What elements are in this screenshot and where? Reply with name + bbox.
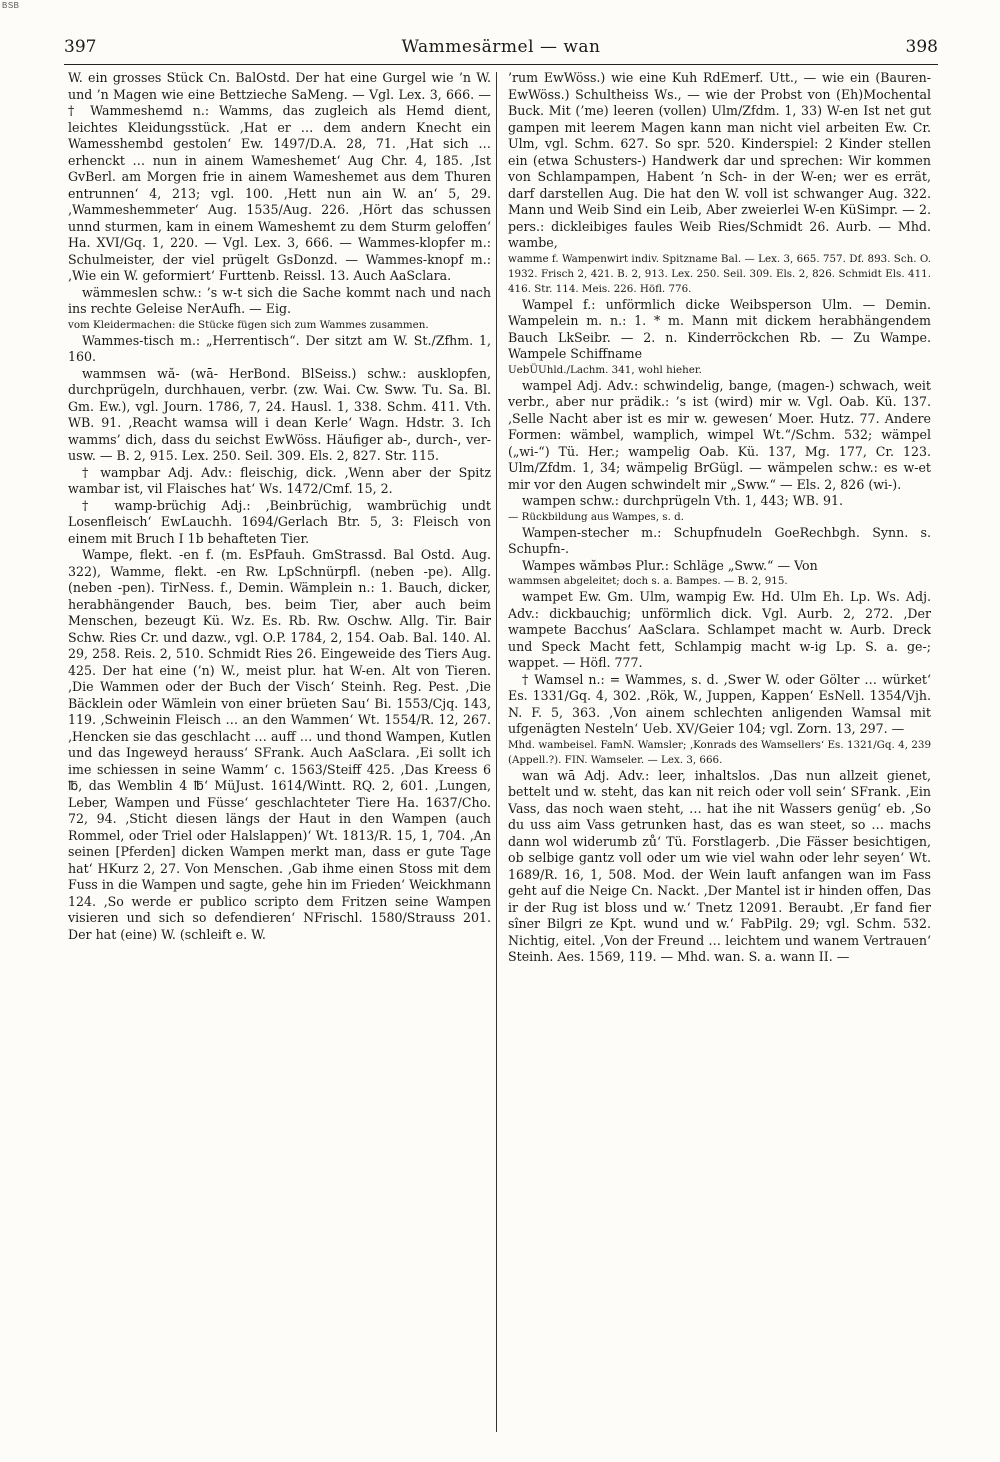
etymology-note: Mhd. wambeisel. FamN. Wamsler; ‚Konrads des Wamsellers‘ Es. 1321/Gq. 4, 239 (Appell.?). FIN. Wamseler. — Lex. 3, 666.	[508, 738, 931, 766]
dictionary-entry: wan wā Adj. Adv.: leer, inhaltslos. ‚Das nun allzeit gienet, bettelt und w. steht, das kan nit reich oder voll sein‘ SFrank. ‚Ein Vass, das noch waen steht, … hat ihe nit Wassers genüg‘ eb. ‚So du uss aim Vass getrunken hast, das es wan steet, so … machs dann wol widerumb zů‘ Tü. Forstlagerb. ‚Die Fässer besichtigen, ob selbige gantz voll oder um wie viel wahn oder lehr seyen‘ Wt. 1689/R. 16, 1, 508. Mod. der Wein lauft anfangen wan im Fass geht auf die Neige Cn. Nackt. ‚Der Mantel ist ir hinden offen, Das ir der Rug ist bloss und w.‘ Tnetz 12091. Beraubt. ‚Er fand fier sîner Bilgri ze Kpt. wund und w.‘ FabPilg. 29; vgl. Schm. 532. Nichtig, eitel. ‚Von der Freund … leichtem und wanem Vertrauen‘ Steinh. Aes. 1569, 119. — Mhd. wan. S. a. wann II. —	[508, 767, 931, 964]
dictionary-entry: Wampel f.: unförmlich dicke Weibsperson Ulm. — Demin. Wampelein m. n.: 1. * m. Mann mit dickem herabhängendem Bauch LkSeibr. — 2. n. Kinderröckchen Rb. — Zu Wampe. Wampele Schiffname	[508, 296, 931, 361]
entry-continuation: W. ein grosses Stück Cn. BalOstd. Der hat eine Gurgel wie ’n W. und ’n Magen wie eine Bettzieche SaMeng. — Vgl. Lex. 3, 666. — † Wammeshemd n.: Wamms, das zugleich als Hemd dient, leichtes Kleidungsstück. ‚Hat er … dem andern Knecht ein Wamesshembd gestolen‘ Ew. 1497/D.A. 28, 71. ‚Hat sich … erhenckt … nun in ainem Wameshemet‘ Aug Chr. 4, 185. ‚Ist GvBerl. am Morgen frie in ainem Wameshemet aus dem Thuren entrunnen‘ 4, 213; vgl. 100. ‚Hett nun ain W. an‘ 5, 29. ‚Wammeshemmeter‘ Aug. 1535/Aug. 226. ‚Hört das schussen unnd sturmen, kam in einem Wameshemt zu dem Sturm geloffen‘ Ha. XVI/Gq. 1, 220. — Vgl. Lex. 3, 666. — Wammes-klopfer m.: Schulmeister, der viel prügelt GsDonzd. — Wammes-knopf m.: ‚Wie ein W. geformiert‘ Furttenb. Reissl. 13. Auch AaSclara.	[68, 70, 491, 283]
etymology-note: UebÜUhld./Lachm. 341, wohl hieher.	[508, 363, 702, 376]
column-divider	[496, 72, 497, 1432]
dictionary-entry: Wampes wămbəs Plur.: Schläge „Sww.“ — Von	[522, 557, 818, 573]
header-rule	[64, 64, 938, 65]
left-column	[68, 70, 491, 1440]
dictionary-entry: † wamp-brüchig Adj.: ‚Beinbrüchig, wambrüchig undt Losenfleisch‘ EwLauchh. 1694/Gerlach Btr. 5, 3: Fleisch von einem mit Bruch I 1b behafteten Tier.	[68, 497, 491, 546]
page-header	[64, 30, 938, 64]
dictionary-entry: † Wamsel n.: = Wammes, s. d. ‚Swer W. oder Gölter … würket‘ Es. 1331/Gq. 4, 302. ‚Rök, W., Juppen, Kappen‘ EsNell. 1354/Vjh. N. F. 5, 363. ‚Von ainem schlechten anligenden Wamsal mit ufgenägten Nesteln‘ Ueb. XV/Geier 104; vgl. Zorn. 13, 297. —	[508, 671, 931, 736]
running-title: Wammesärmel — wan	[401, 37, 601, 57]
page-number-right: 398	[905, 37, 938, 57]
etymology-note: wammsen abgeleitet; doch s. a. Bampes. — B. 2, 915.	[508, 575, 788, 587]
dictionary-entry: wampet Ew. Gm. Ulm, wampig Ew. Hd. Ulm Eh. Lp. Ws. Adj. Adv.: dickbauchig; unförmlich dick. Vgl. Aurb. 2, 272. ‚Der wampete Bacchus‘ AaSclara. Schlampet macht w. Aurb. Dreck und Speck Macht fett, Schlampig macht w-ig Lp. S. a. ge-; wappet. — Höfl. 777.	[508, 589, 931, 670]
dictionary-entry: wampel Adj. Adv.: schwindelig, bange, (magen-) schwach, weit verbr., aber nur prädik.: ’s ist (wird) mir w. Vgl. Oab. Kü. 137. ‚Selle Nacht aber ist es mir w. gewesen‘ Moer. Hutz. 77. Andere Formen: wämbel, wamplich, wimpel Wt.“/Schm. 532; wämpel („wi-“) Tü. Her.; wampelig Oab. Kü. 137, Mg. 177, Cr. 123. Ulm/Zfdm. 1, 34; wämpelig BrGügl. — wämpelen schw.: es w-et mir vor den Augen schwindelt mir „Sww.“ — Els. 2, 826 (wi-).	[508, 377, 931, 492]
right-column	[508, 70, 931, 1440]
page-number-left: 397	[64, 37, 97, 57]
etymology-note: wamme f. Wampenwirt indiv. Spitzname Bal. — Lex. 3, 665. 757. Df. 893. Sch. O. 1932. Frisch 2, 421. B. 2, 913. Lex. 250. Seil. 309. Els. 2, 826. Schmidt Els. 411. 416. Str. 114. Meis. 226. Höfl. 776.	[508, 252, 931, 295]
dictionary-entry: wampen schw.: durchprügeln Vth. 1, 443; WB. 91.	[522, 493, 844, 508]
entry-continuation: ’rum EwWöss.) wie eine Kuh RdEmerf. Utt., — wie ein (Bauren- EwWöss.) Schultheiss Ws., — wie der Probst von (Eh)Mochental Buck. Mit (’me) leeren (vollen) Ulm/Zfdm. 1, 33) W-en Ist net gut gampen mit leerem Magen kann man nicht viel arbeiten Ew. Cr. Ulm, vgl. Schm. 627. So spr. 520. Kinderspiel: 2 Kinder stellen ein (etwa Schusters-) Handwerk dar und sprechen: Wir kommen von Schlampampen, Habent ’n Sch- in der W-en; wer es errät, darf darstellen Aug. Die hat den W. voll ist schwanger Aug. 322. Mann und Weib Sind ein Leib, Aber zweierlei W-en KüSimpr. — 2. pers.: dickleibiges faules Weib Ries/Schmidt 26. Aurb. — Mhd. wambe,	[508, 70, 931, 250]
etymology-note: — Rückbildung aus Wampes, s. d.	[508, 510, 684, 523]
dictionary-entry: wämmeslen schw.: ’s w-t sich die Sache kommt nach und nach ins rechte Geleise NerAufh. — Eig.	[68, 284, 491, 316]
dictionary-entry: Wammes-tisch m.: „Herrentisch“. Der sitzt am W. St./Zfhm. 1, 160.	[68, 332, 491, 364]
library-stamp: BSB	[2, 1, 20, 10]
dictionary-entry: Wampe, flekt. -en f. (m. EsPfauh. GmStrassd. Bal Ostd. Aug. 322), Wamme, flekt. -en Rw. LpSchnürpfl. (neben -pe). Allg. (neben -pen). TirNess. f., Demin. Wämplein n.: 1. Bauch, dicker, herabhängender Bauch, bes. beim Tier, aber auch beim Menschen, bezeugt Kü. Wz. Es. Rb. Rw. Oschw. Allg. Tir. Bair Schw. Ries Cr. und dazw., vgl. O.P. 1784, 2, 154. Oab. Bal. 140. Al. 29, 258. Reis. 2, 510. Schmidt Ries 26. Eingeweide des Tiers Aug. 425. Der hat eine (’n) W., meist plur. hat W-en. Alt von Tieren. ‚Die Wammen oder der Buch der Visch‘ Steinh. Reg. Pest. ‚Die Bäcklein oder Wämlein von einer brüeten Sau‘ Bi. 1553/Cjq. 143, 119. ‚Schweinin Fleisch … an den Wammen‘ Wt. 1554/R. 12, 267. ‚Hencken sie das geschlacht … auff … und thond Wampen, Kutlen und das Ingeweyd herauss‘ SFrank. Auch AaSclara. ‚Ei sollt ich ime schiessen in seine Wamm‘ c. 1563/Steiff 425. ‚Das Kreess 6 ℔, das Wemblin 4 ℔‘ MüJust. 1614/Wintt. RQ. 2, 601. ‚Lungen, Leber, Wampen und Füsse‘ geschlachteter Tiere Ha. 1637/Cho. 72, 94. ‚Sticht diesen längs der Haut in den Wampen (auch Rommel, oder Triel oder Halslappen)‘ Wt. 1813/R. 15, 1, 704. ‚An seinen [Pferden] dicken Wampen merkt man, dass er gute Tage hat‘ HKurz 2, 27. Von Menschen. ‚Gab ihme einen Stoss mit dem Fuss in die Wampen und sagte, gehe hin im Frieden‘ Weickhmann 124. ‚So werde er publico scripto dem Fritzen seine Wampen visieren und sich so defendieren‘ NFrischl. 1580/Strauss 201. Der hat (eine) W. (schleift e. W.	[68, 547, 491, 942]
etymology-note: vom Kleidermachen: die Stücke fügen sich zum Wammes zusammen.	[68, 318, 429, 331]
dictionary-entry: † wampbar Adj. Adv.: fleischig, dick. ‚Wenn aber der Spitz wambar ist, vil Flaisches hat‘ Ws. 1472/Cmf. 15, 2.	[68, 464, 491, 496]
dictionary-entry: wammsen wă- (wā- HerBond. BlSeiss.) schw.: ausklopfen, durchprügeln, durchhauen, verbr. (zw. Wai. Cw. Sww. Tu. Sa. Bl. Gm. Ew.), vgl. Journ. 1786, 7, 24. Hausl. 1, 338. Schm. 411. Vth. WB. 91. ‚Reacht wamsa will i dean Kerle‘ Wagn. Hdstr. 3. Ich wamms’ dich, dass du seichst EwWöss. Häufiger ab-, durch-, ver- usw. — B. 2, 915. Lex. 250. Seil. 309. Els. 2, 827. Str. 115.	[68, 365, 491, 463]
dictionary-entry: Wampen-stecher m.: Schupfnudeln GoeRechbgh. Synn. s. Schupfn-.	[508, 524, 931, 556]
